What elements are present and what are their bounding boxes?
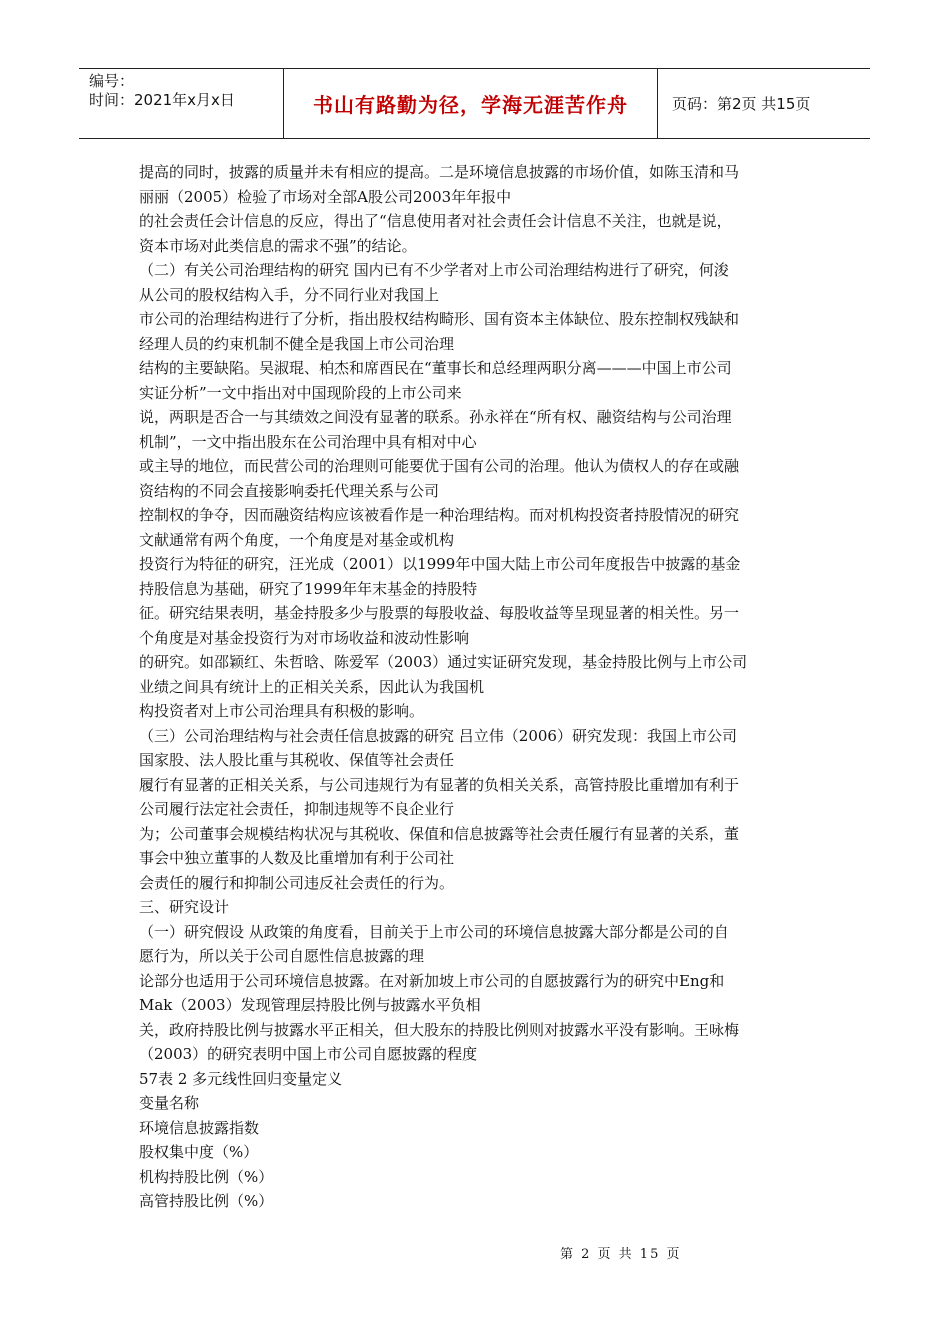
text-line: 从公司的股权结构入手，分不同行业对我国上 <box>139 285 440 304</box>
text-line: 实证分析”一文中指出对中国现阶段的上市公司来 <box>139 383 462 402</box>
header-page-info: 页码：第2页 共15页 <box>672 95 811 113</box>
text-line: 关，政府持股比例与披露水平正相关，但大股东的持股比例则对披露水平没有影响。王咏梅 <box>139 1020 740 1039</box>
text-line: 提高的同时，披露的质量并未有相应的提高。二是环境信息披露的市场价值，如陈玉清和马 <box>139 163 740 181</box>
text-line: 业绩之间具有统计上的正相关关系，因此认为我国机 <box>139 677 485 696</box>
text-line: 的社会责任会计信息的反应，得出了“信息使用者对社会责任会计信息不关注，也就是说， <box>139 212 732 230</box>
text-line: 持股信息为基础，研究了1999年年末基金的持股特 <box>139 579 478 598</box>
text-line: （一）研究假设 从政策的角度看，目前关于上市公司的环境信息披露大部分都是公司的自 <box>139 922 729 941</box>
header-motto: 书山有路勤为径，学海无涯苦作舟 <box>283 69 658 138</box>
text-line: 投资行为特征的研究，汪光成（2001）以1999年中国大陆上市公司年度报告中披露的基金 <box>139 555 741 573</box>
text-line: 为；公司董事会规模结构状况与其税收、保值和信息披露等社会责任履行有显著的关系，董 <box>139 824 740 843</box>
text-line: 或主导的地位，而民营公司的治理则可能要优于国有公司的治理。他认为债权人的存在或融 <box>139 457 740 475</box>
document-date: 时间：2021年x月x日 <box>89 91 235 109</box>
text-line: 构投资者对上市公司治理具有积极的影响。 <box>139 702 425 720</box>
text-line: 文献通常有两个角度，一个角度是对基金或机构 <box>139 530 455 549</box>
text-line: 股权集中度（%） <box>139 1143 259 1161</box>
text-line: （三）公司治理结构与社会责任信息披露的研究 吕立伟（2006）研究发现：我国上市公司 <box>139 726 737 745</box>
text-line: 国家股、法人股比重与其税收、保值等社会责任 <box>139 751 455 769</box>
text-line: 履行有显著的正相关关系，与公司违规行为有显著的负相关关系，高管持股比重增加有利于 <box>139 775 740 794</box>
text-line: 丽丽（2005）检验了市场对全部A股公司2003年年报中 <box>139 187 512 206</box>
text-line: Mak（2003）发现管理层持股比例与披露水平负相 <box>139 996 481 1014</box>
text-line: 控制权的争夺，因而融资结构应该被看作是一种治理结构。而对机构投资者持股情况的研究 <box>139 506 740 524</box>
text-line: （2003）的研究表明中国上市公司自愿披露的程度 <box>139 1045 478 1063</box>
text-line: 征。研究结果表明，基金持股多少与股票的每股收益、每股收益等呈现显著的相关性。另一 <box>139 604 740 622</box>
text-line: 个角度是对基金投资行为对市场收益和波动性影响 <box>139 628 470 647</box>
text-line: 机构持股比例（%） <box>139 1167 274 1186</box>
document-number-label: 编号： <box>89 72 135 90</box>
text-line: 公司履行法定社会责任，抑制违规等不良企业行 <box>139 800 455 818</box>
header-meta <box>79 69 283 138</box>
text-line: 经理人员的约束机制不健全是我国上市公司治理 <box>139 334 455 353</box>
text-line: 事会中独立董事的人数及比重增加有利于公司社 <box>139 849 455 867</box>
text-line: 三、研究设计 <box>139 898 230 916</box>
page-footer: 第 2 页 共 15 页 <box>560 1247 682 1262</box>
text-line: （二）有关公司治理结构的研究 国内已有不少学者对上市公司治理结构进行了研究，何浚 <box>139 261 729 279</box>
text-line: 高管持股比例（%） <box>139 1192 274 1210</box>
text-line: 资本市场对此类信息的需求不强”的结论。 <box>139 236 417 255</box>
text-line: 变量名称 <box>139 1094 200 1112</box>
text-line: 会责任的履行和抑制公司违反社会责任的行为。 <box>139 873 455 892</box>
text-line: 结构的主要缺陷。吴淑琨、柏杰和席酉民在“董事长和总经理两职分离———中国上市公司 <box>139 359 732 377</box>
text-line: 论部分也适用于公司环境信息披露。在对新加坡上市公司的自愿披露行为的研究中Eng和 <box>139 971 725 990</box>
text-line: 资结构的不同会直接影响委托代理关系与公司 <box>139 481 440 500</box>
text-line: 说，两职是否合一与其绩效之间没有显著的联系。孙永祥在“所有权、融资结构与公司治理 <box>139 408 732 426</box>
text-line: 愿行为，所以关于公司自愿性信息披露的理 <box>139 947 425 965</box>
text-line: 市公司的治理结构进行了分析，指出股权结构畸形、国有资本主体缺位、股东控制权残缺和 <box>139 310 740 328</box>
text-line: 的研究。如邵颖红、朱哲晗、陈爱军（2003）通过实证研究发现，基金持股比例与上市公司 <box>139 653 748 671</box>
text-line: 机制”，一文中指出股东在公司治理中具有相对中心 <box>139 432 477 451</box>
body-text <box>139 160 815 1214</box>
text-line: 57表 2 多元线性回归变量定义 <box>139 1069 343 1088</box>
text-line: 环境信息披露指数 <box>139 1118 260 1137</box>
page-header <box>79 68 870 139</box>
